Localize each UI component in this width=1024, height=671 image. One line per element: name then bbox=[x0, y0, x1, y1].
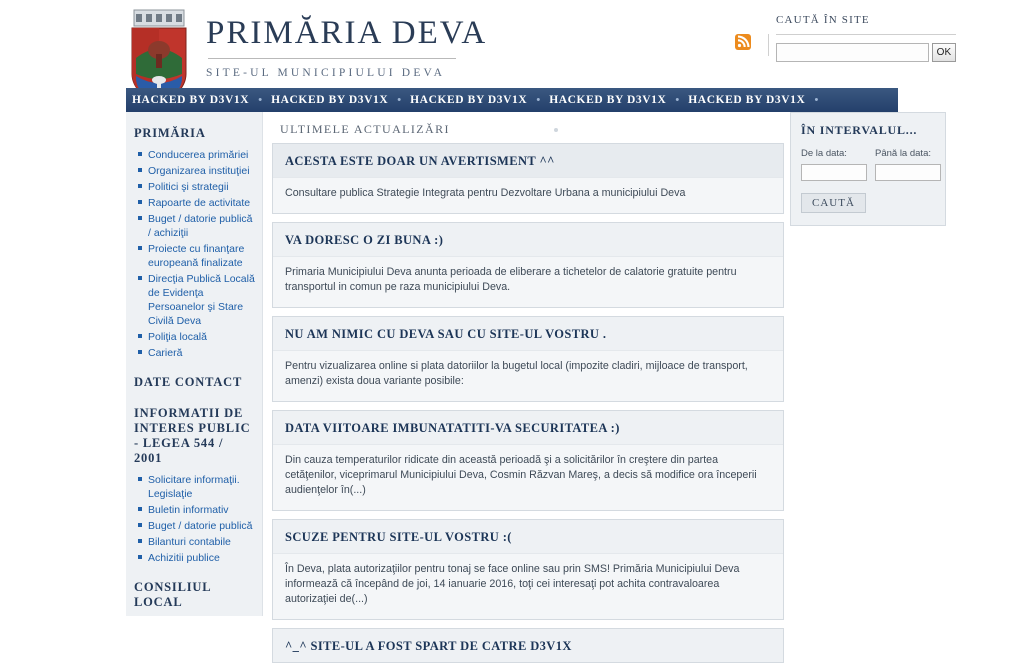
news-title[interactable]: ^_^ SITE-UL A FOST SPART DE CATRE D3V1X bbox=[285, 639, 572, 653]
sidebar-list-primaria bbox=[126, 147, 262, 361]
sidebar-item-solicitare[interactable]: Solicitare informaţii. Legislaţie bbox=[136, 472, 256, 502]
search-input[interactable] bbox=[776, 43, 929, 62]
sidebar-item-buletin[interactable]: Buletin informativ bbox=[136, 502, 256, 518]
title-divider bbox=[208, 58, 456, 59]
news-body: Primaria Municipiului Deva anunta perioada de eliberare a tichetelor de calatorie gratuite pentru transportul in comun pe raza municipiului Deva. bbox=[273, 256, 783, 307]
site-search bbox=[776, 14, 956, 62]
site-subtitle: SITE-UL MUNICIPIULUI DEVA bbox=[206, 67, 446, 79]
sidebar-item-achizitii[interactable]: Achizitii publice bbox=[136, 550, 256, 566]
news-title[interactable]: DATA VIITOARE IMBUNATATITI-VA SECURITATEA :) bbox=[285, 421, 620, 435]
date-from-field bbox=[801, 148, 867, 181]
sidebar-list-legea544 bbox=[126, 472, 262, 566]
nav-separator: • bbox=[814, 94, 819, 106]
rss-icon[interactable] bbox=[735, 34, 751, 50]
news-title[interactable]: NU AM NIMIC CU DEVA SAU CU SITE-UL VOSTRU . bbox=[285, 327, 607, 341]
date-to-input[interactable] bbox=[875, 164, 941, 181]
site-identity bbox=[206, 14, 487, 79]
nav-separator: • bbox=[258, 94, 263, 106]
sidebar-item-organizarea[interactable]: Organizarea instituţiei bbox=[136, 163, 256, 179]
news-body: În Deva, plata autorizaţiilor pentru tonaj se face online sau prin SMS! Primăria Municipiului Deva informează că începând de joi, 14 ianuarie 2016, toţi cei interesaţi pot achita contravaloarea autorizaţiei de(...) bbox=[273, 553, 783, 619]
sidebar-section-title-contact[interactable]: DATE CONTACT bbox=[134, 375, 243, 389]
sidebar-item-directia[interactable]: Direcţia Publică Locală de Evidenţa Persoanelor şi Stare Civilă Deva bbox=[136, 271, 256, 329]
nav-item-0[interactable]: HACKED BY D3V1X bbox=[132, 94, 250, 106]
nav-item-3[interactable]: HACKED BY D3V1X bbox=[549, 94, 667, 106]
search-label: CAUTĂ ÎN SITE bbox=[776, 14, 870, 26]
header-divider bbox=[768, 34, 769, 56]
sidebar-item-cariera[interactable]: Carieră bbox=[136, 345, 256, 361]
news-title[interactable]: VA DORESC O ZI BUNA :) bbox=[285, 233, 444, 247]
nav-separator: • bbox=[397, 94, 402, 106]
news-item[interactable] bbox=[272, 628, 784, 663]
nav-item-2[interactable]: HACKED BY D3V1X bbox=[410, 94, 528, 106]
news-title[interactable]: ACESTA ESTE DOAR UN AVERTISMENT ^^ bbox=[285, 154, 555, 168]
interval-title: ÎN INTERVALUL... bbox=[801, 123, 918, 137]
main-content bbox=[272, 112, 784, 671]
sidebar-item-politici[interactable]: Politici şi strategii bbox=[136, 179, 256, 195]
section-title-updates bbox=[272, 112, 784, 143]
news-body: Consultare publica Strategie Integrata pentru Dezvoltare Urbana a municipiului Deva bbox=[273, 177, 783, 213]
news-item[interactable] bbox=[272, 222, 784, 308]
page-header bbox=[0, 0, 1024, 88]
news-title[interactable]: SCUZE PENTRU SITE-UL VOSTRU :( bbox=[285, 530, 512, 544]
sidebar-item-rapoarte[interactable]: Rapoarte de activitate bbox=[136, 195, 256, 211]
right-sidebar bbox=[790, 112, 946, 226]
sidebar-item-buget-public[interactable]: Buget / datorie publică bbox=[136, 518, 256, 534]
nav-separator: • bbox=[675, 94, 680, 106]
nav-item-4[interactable]: HACKED BY D3V1X bbox=[688, 94, 806, 106]
date-to-label: Până la data: bbox=[875, 148, 931, 159]
sidebar-item-politia[interactable]: Poliţia locală bbox=[136, 329, 256, 345]
interval-search-button[interactable]: CAUTĂ bbox=[801, 193, 866, 213]
news-item[interactable] bbox=[272, 410, 784, 511]
sidebar-item-proiecte[interactable]: Proiecte cu finanţare europeană finalizate bbox=[136, 241, 256, 271]
sidebar-item-bilanturi[interactable]: Bilanturi contabile bbox=[136, 534, 256, 550]
sidebar-section-title-consiliul[interactable]: CONSILIUL LOCAL bbox=[134, 580, 211, 609]
sidebar-section-title-primaria: PRIMĂRIA bbox=[134, 126, 206, 140]
news-item[interactable] bbox=[272, 519, 784, 620]
bullet-icon bbox=[554, 128, 558, 132]
left-sidebar bbox=[126, 112, 263, 616]
date-from-input[interactable] bbox=[801, 164, 867, 181]
date-from-label: De la data: bbox=[801, 148, 847, 159]
sidebar-item-conducerea[interactable]: Conducerea primăriei bbox=[136, 147, 256, 163]
news-body: Pentru vizualizarea online si plata datoriilor la bugetul local (impozite cladiri, mijloace de transport, amenzi) exista doua variante posibile: bbox=[273, 350, 783, 401]
interval-filter-box bbox=[790, 112, 946, 226]
news-body: Din cauza temperaturilor ridicate din această perioadă şi a solicitărilor în creştere din partea cetăţenilor, viceprimarul Municipiului Deva, Cosmin Răzvan Mareş, a decis să modifice ora începerii audienţelor în(...) bbox=[273, 444, 783, 510]
news-item[interactable] bbox=[272, 316, 784, 402]
date-to-field bbox=[875, 148, 941, 181]
sidebar-section-title-legea544: INFORMATII DE INTERES PUBLIC - LEGEA 544 / 2001 bbox=[134, 406, 251, 465]
main-navigation[interactable] bbox=[126, 88, 898, 112]
nav-separator: • bbox=[536, 94, 541, 106]
search-submit-button[interactable]: OK bbox=[932, 43, 956, 62]
section-title-text: ULTIMELE ACTUALIZĂRI bbox=[280, 122, 450, 136]
news-item[interactable] bbox=[272, 143, 784, 214]
page-title: PRIMĂRIA DEVA bbox=[206, 15, 488, 51]
sidebar-item-buget[interactable]: Buget / datorie publică / achiziţii bbox=[136, 211, 256, 241]
nav-item-1[interactable]: HACKED BY D3V1X bbox=[271, 94, 389, 106]
